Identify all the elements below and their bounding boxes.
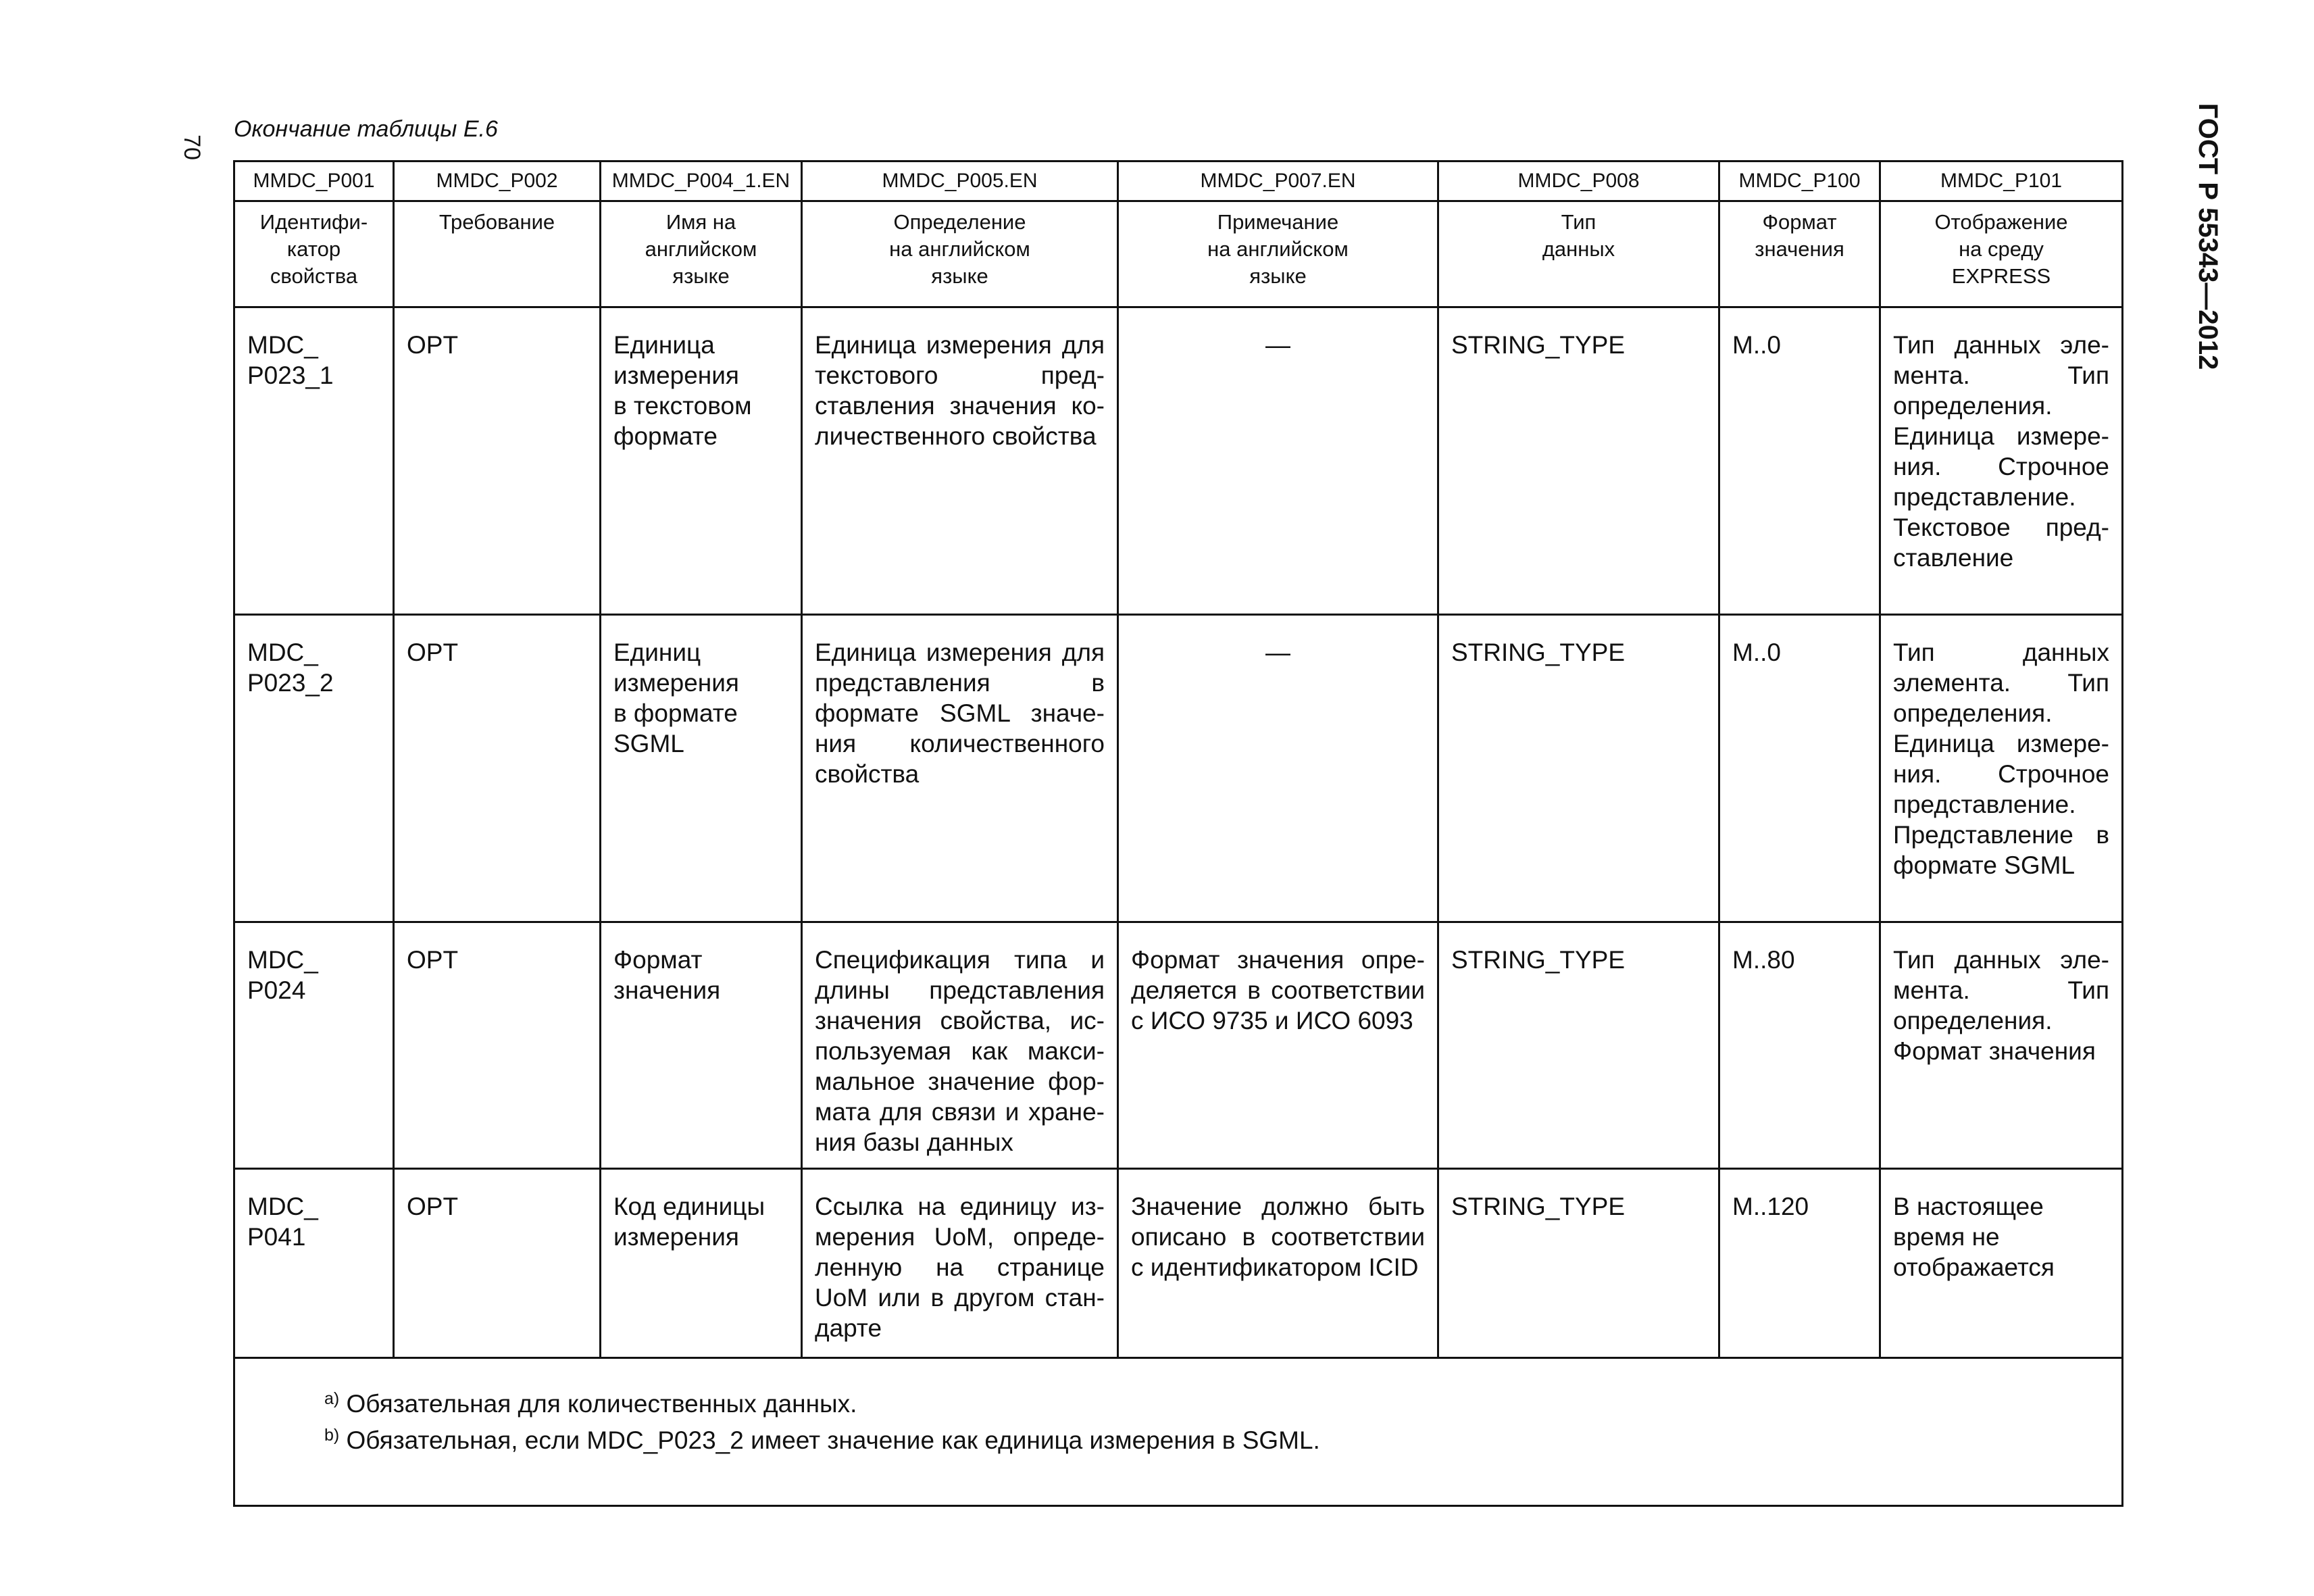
- name-line: измерения: [613, 1223, 739, 1251]
- header-line: английском: [645, 237, 757, 261]
- id-cell: [234, 1169, 394, 1358]
- type-cell: STRING_TYPE: [1438, 922, 1719, 1169]
- id-line: MDC_: [247, 1193, 318, 1220]
- name-cell: [601, 307, 802, 615]
- table-row: [234, 615, 2123, 922]
- header-cell: [601, 201, 802, 303]
- note-cell: Значение должно быть описано в соответствии с идентификатором ICID: [1118, 1169, 1438, 1358]
- header-cell: [802, 201, 1118, 303]
- header-line: Требование: [438, 210, 555, 234]
- table-row: [234, 922, 2123, 1169]
- code-cell: MMDC_P001: [234, 161, 394, 201]
- header-line: Отображение: [1934, 210, 2068, 234]
- footnote-text: Обязательная, если MDC_P023_2 имеет значение как единица измерения в SGML.: [346, 1426, 1320, 1454]
- header-line: катор: [286, 237, 341, 261]
- name-line: Единица: [613, 331, 715, 359]
- id-cell: [234, 307, 394, 615]
- code-cell: MMDC_P005.EN: [802, 161, 1118, 201]
- id-line: P041: [247, 1223, 306, 1251]
- id-line: P024: [247, 976, 306, 1004]
- header-line: свойства: [270, 264, 358, 288]
- properties-table: [233, 160, 2123, 1507]
- header-line: языке: [672, 264, 730, 288]
- header-line: на английском: [889, 237, 1030, 261]
- definition-cell: Единица измерения для текстового представления значения количественного свойства: [802, 307, 1118, 615]
- type-cell: STRING_TYPE: [1438, 307, 1719, 615]
- requirement-cell: OPT: [394, 307, 601, 615]
- header-cell: [1438, 201, 1719, 303]
- note-cell: Формат значения определяется в соответствии с ИСО 9735 и ИСО 6093: [1118, 922, 1438, 1169]
- header-cell: [1880, 201, 2123, 303]
- name-line: SGML: [613, 730, 684, 757]
- definition-cell: Единица измерения для представления в формате SGML значения количественного свойства: [802, 615, 1118, 922]
- footnote-mark: a): [324, 1389, 340, 1408]
- express-cell: Тип данных элемента. Тип определения. Единица измерения. Строчное представление. Текстовое представление: [1880, 307, 2123, 615]
- code-cell: MMDC_P007.EN: [1118, 161, 1438, 201]
- header-line: Примечание: [1217, 210, 1339, 234]
- header-line: Определение: [893, 210, 1026, 234]
- header-line: значения: [1755, 237, 1844, 261]
- id-line: P023_1: [247, 361, 334, 389]
- name-line: измерения: [613, 361, 739, 389]
- code-cell: MMDC_P101: [1880, 161, 2123, 201]
- code-row: [234, 161, 2123, 201]
- document-id: ГОСТ Р 55343—2012: [2193, 103, 2223, 370]
- name-line: Единиц: [613, 639, 701, 666]
- code-cell: MMDC_P002: [394, 161, 601, 201]
- express-cell: Тип данных элемента. Тип определения. Единица измерения. Строчное представление. Представление в формате SGML: [1880, 615, 2123, 922]
- footnotes-row: [234, 1358, 2123, 1506]
- id-cell: [234, 615, 394, 922]
- requirement-cell: OPT: [394, 615, 601, 922]
- table-caption: Окончание таблицы Е.6: [234, 116, 498, 142]
- id-line: MDC_: [247, 946, 318, 974]
- header-line: на английском: [1207, 237, 1349, 261]
- code-cell: MMDC_P100: [1719, 161, 1880, 201]
- id-line: P023_2: [247, 669, 334, 697]
- express-cell: Тип данных элемента. Тип определения. Формат значения: [1880, 922, 2123, 1169]
- type-cell: STRING_TYPE: [1438, 615, 1719, 922]
- header-cell: [1719, 201, 1880, 303]
- page-number: 70: [179, 134, 205, 160]
- type-cell: STRING_TYPE: [1438, 1169, 1719, 1358]
- header-line: Имя на: [665, 210, 736, 234]
- format-cell: M..0: [1719, 615, 1880, 922]
- format-cell: M..120: [1719, 1169, 1880, 1358]
- header-line: на среду: [1959, 237, 2044, 261]
- header-row: [234, 201, 2123, 303]
- header-line: Формат: [1762, 210, 1837, 234]
- header-line: Тип: [1561, 210, 1596, 234]
- header-line: EXPRESS: [1951, 264, 2051, 288]
- name-line: в формате: [613, 699, 738, 727]
- header-line: данных: [1542, 237, 1615, 261]
- header-cell: [394, 201, 601, 303]
- requirement-cell: OPT: [394, 922, 601, 1169]
- note-cell: —: [1118, 615, 1438, 922]
- footnote-a: [235, 1383, 2121, 1420]
- table-row: [234, 1169, 2123, 1358]
- name-line: измерения: [613, 669, 739, 697]
- footnote-text: Обязательная для количественных данных.: [346, 1390, 857, 1418]
- format-cell: M..0: [1719, 307, 1880, 615]
- header-line: языке: [1249, 264, 1307, 288]
- name-cell: [601, 615, 802, 922]
- name-cell: [601, 1169, 802, 1358]
- express-cell: В настоящее время не отображается: [1880, 1169, 2123, 1358]
- name-cell: [601, 922, 802, 1169]
- footnote-b: [235, 1420, 2121, 1456]
- name-line: значения: [613, 976, 721, 1004]
- table-row: [234, 307, 2123, 615]
- id-cell: [234, 922, 394, 1169]
- name-line: в текстовом: [613, 392, 752, 420]
- name-line: Формат: [613, 946, 703, 974]
- footnote-mark: b): [324, 1426, 340, 1445]
- definition-cell: Ссылка на единицу измерения UoM, определенную на странице UoM или в другом стандарте: [802, 1169, 1118, 1358]
- header-cell: [1118, 201, 1438, 303]
- name-line: формате: [613, 422, 718, 450]
- name-line: Код единицы: [613, 1193, 765, 1220]
- requirement-cell: OPT: [394, 1169, 601, 1358]
- definition-cell: Спецификация типа и длины представления значения свойства, используемая как максимальное значение формата для связи и хранения базы данных: [802, 922, 1118, 1169]
- footnotes-cell: [234, 1358, 2123, 1506]
- format-cell: M..80: [1719, 922, 1880, 1169]
- note-cell: —: [1118, 307, 1438, 615]
- header-line: Идентифи-: [259, 210, 368, 234]
- header-line: языке: [931, 264, 988, 288]
- code-cell: MMDC_P004_1.EN: [601, 161, 802, 201]
- code-cell: MMDC_P008: [1438, 161, 1719, 201]
- id-line: MDC_: [247, 331, 318, 359]
- header-cell: [234, 201, 394, 303]
- header-separator: [234, 302, 2123, 307]
- id-line: MDC_: [247, 639, 318, 666]
